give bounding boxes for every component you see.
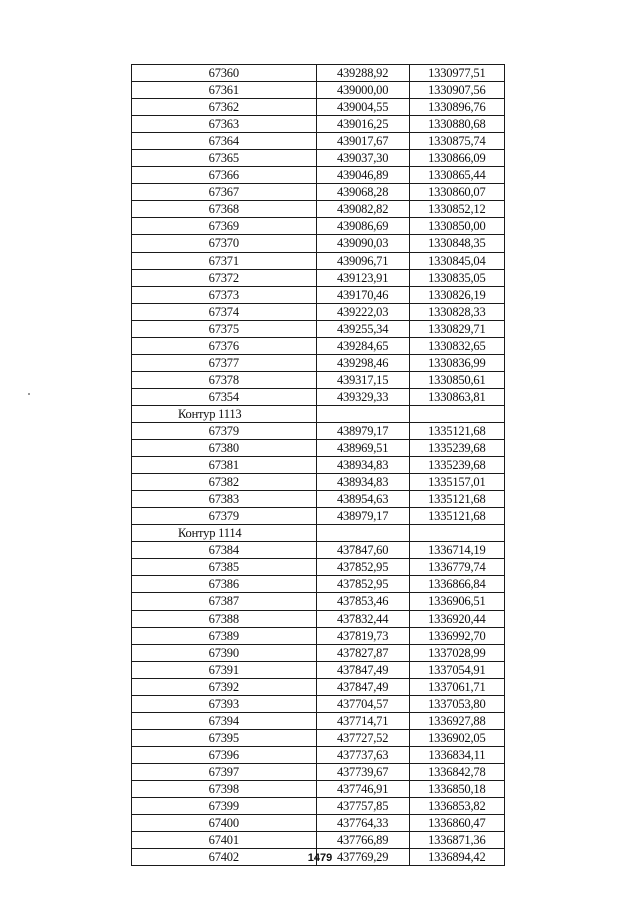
- table-row: [132, 644, 505, 661]
- x-coordinate-cell: 437847,49: [316, 661, 409, 678]
- x-coordinate-cell: 439255,34: [316, 320, 409, 337]
- table-row: [132, 576, 505, 593]
- point-id-cell: 67366: [132, 167, 317, 184]
- table-row: [132, 661, 505, 678]
- y-coordinate-cell: 1330852,12: [409, 201, 504, 218]
- table-row: [132, 627, 505, 644]
- table-row: [132, 337, 505, 354]
- table-row: [132, 678, 505, 695]
- table-row: [132, 133, 505, 150]
- y-coordinate-cell: 1336906,51: [409, 593, 504, 610]
- x-coordinate-cell: 439317,15: [316, 371, 409, 388]
- x-coordinate-cell: 439096,71: [316, 252, 409, 269]
- x-coordinate-cell: 437757,85: [316, 798, 409, 815]
- y-coordinate-cell: 1336779,74: [409, 559, 504, 576]
- contour-label-cell: Контур 1114: [132, 525, 317, 542]
- x-coordinate-cell: 439123,91: [316, 269, 409, 286]
- y-coordinate-cell: 1330875,74: [409, 133, 504, 150]
- table-row: [132, 150, 505, 167]
- contour-header-row: [132, 405, 505, 422]
- point-id-cell: 67394: [132, 712, 317, 729]
- y-coordinate-cell: 1330880,68: [409, 116, 504, 133]
- point-id-cell: 67379: [132, 422, 317, 439]
- page-number: 1479: [307, 852, 333, 864]
- x-coordinate-cell: 437852,95: [316, 559, 409, 576]
- x-coordinate-cell: 439086,69: [316, 218, 409, 235]
- point-id-cell: 67362: [132, 99, 317, 116]
- table-row: [132, 269, 505, 286]
- coordinates-table: [131, 64, 505, 866]
- x-coordinate-cell: 437746,91: [316, 780, 409, 797]
- x-coordinate-cell: 437704,57: [316, 695, 409, 712]
- point-id-cell: 67402: [132, 849, 317, 866]
- coordinates-table-body: [132, 65, 505, 866]
- y-coordinate-cell: 1330829,71: [409, 320, 504, 337]
- y-coordinate-cell: 1335239,68: [409, 457, 504, 474]
- point-id-cell: 67369: [132, 218, 317, 235]
- point-id-cell: 67374: [132, 303, 317, 320]
- x-coordinate-cell: 439329,33: [316, 388, 409, 405]
- x-coordinate-cell: 437727,52: [316, 729, 409, 746]
- point-id-cell: 67354: [132, 388, 317, 405]
- y-coordinate-cell: 1330848,35: [409, 235, 504, 252]
- x-coordinate-cell: 438934,83: [316, 474, 409, 491]
- x-coordinate-cell: 439090,03: [316, 235, 409, 252]
- y-coordinate-cell: 1336853,82: [409, 798, 504, 815]
- point-id-cell: 67371: [132, 252, 317, 269]
- y-coordinate-cell: 1330977,51: [409, 65, 504, 82]
- y-coordinate-cell: 1330826,19: [409, 286, 504, 303]
- table-row: [132, 729, 505, 746]
- point-id-cell: 67373: [132, 286, 317, 303]
- y-coordinate-cell: 1336902,05: [409, 729, 504, 746]
- y-coordinate-cell: 1336714,19: [409, 542, 504, 559]
- x-coordinate-cell: 437832,44: [316, 610, 409, 627]
- x-coordinate-cell: 437819,73: [316, 627, 409, 644]
- point-id-cell: 67376: [132, 337, 317, 354]
- x-coordinate-cell: 439000,00: [316, 82, 409, 99]
- x-coordinate-cell: 437847,60: [316, 542, 409, 559]
- x-coordinate-cell: 437714,71: [316, 712, 409, 729]
- point-id-cell: 67375: [132, 320, 317, 337]
- table-row: [132, 508, 505, 525]
- point-id-cell: 67384: [132, 542, 317, 559]
- point-id-cell: 67393: [132, 695, 317, 712]
- y-coordinate-cell: 1336866,84: [409, 576, 504, 593]
- x-coordinate-cell: 437827,87: [316, 644, 409, 661]
- y-coordinate-cell: 1337053,80: [409, 695, 504, 712]
- table-row: [132, 252, 505, 269]
- x-coordinate-cell: 438969,51: [316, 440, 409, 457]
- table-row: [132, 388, 505, 405]
- y-coordinate-cell: 1330850,00: [409, 218, 504, 235]
- y-coordinate-cell: 1330907,56: [409, 82, 504, 99]
- point-id-cell: 67387: [132, 593, 317, 610]
- y-coordinate-cell: 1335239,68: [409, 440, 504, 457]
- table-row: [132, 440, 505, 457]
- y-coordinate-cell: 1336860,47: [409, 815, 504, 832]
- point-id-cell: 67389: [132, 627, 317, 644]
- x-coordinate-cell: 438979,17: [316, 508, 409, 525]
- point-id-cell: 67391: [132, 661, 317, 678]
- point-id-cell: 67397: [132, 763, 317, 780]
- y-coordinate-cell: 1336992,70: [409, 627, 504, 644]
- x-coordinate-cell: 439004,55: [316, 99, 409, 116]
- table-row: [132, 780, 505, 797]
- y-coordinate-cell: 1336927,88: [409, 712, 504, 729]
- x-coordinate-cell: 437847,49: [316, 678, 409, 695]
- y-coordinate-cell: 1336842,78: [409, 763, 504, 780]
- y-coordinate-cell: 1335121,68: [409, 508, 504, 525]
- table-row: [132, 695, 505, 712]
- y-coordinate-cell: 1336871,36: [409, 832, 504, 849]
- table-row: [132, 763, 505, 780]
- y-coordinate-cell: 1330845,04: [409, 252, 504, 269]
- x-coordinate-cell: [316, 525, 409, 542]
- y-coordinate-cell: 1335121,68: [409, 422, 504, 439]
- x-coordinate-cell: 437764,33: [316, 815, 409, 832]
- y-coordinate-cell: 1336850,18: [409, 780, 504, 797]
- y-coordinate-cell: 1330836,99: [409, 354, 504, 371]
- table-row: [132, 201, 505, 218]
- table-row: [132, 167, 505, 184]
- table-row: [132, 457, 505, 474]
- table-row: [132, 559, 505, 576]
- y-coordinate-cell: 1330865,44: [409, 167, 504, 184]
- y-coordinate-cell: 1330828,33: [409, 303, 504, 320]
- point-id-cell: 67370: [132, 235, 317, 252]
- table-row: [132, 491, 505, 508]
- x-coordinate-cell: 438934,83: [316, 457, 409, 474]
- table-row: [132, 184, 505, 201]
- point-id-cell: 67364: [132, 133, 317, 150]
- y-coordinate-cell: [409, 405, 504, 422]
- x-coordinate-cell: 439082,82: [316, 201, 409, 218]
- point-id-cell: 67377: [132, 354, 317, 371]
- table-row: [132, 354, 505, 371]
- table-row: [132, 746, 505, 763]
- y-coordinate-cell: 1330863,81: [409, 388, 504, 405]
- point-id-cell: 67392: [132, 678, 317, 695]
- table-row: [132, 286, 505, 303]
- y-coordinate-cell: 1330832,65: [409, 337, 504, 354]
- y-coordinate-cell: 1337028,99: [409, 644, 504, 661]
- point-id-cell: 67386: [132, 576, 317, 593]
- x-coordinate-cell: 439288,92: [316, 65, 409, 82]
- y-coordinate-cell: 1337054,91: [409, 661, 504, 678]
- point-id-cell: 67367: [132, 184, 317, 201]
- point-id-cell: 67396: [132, 746, 317, 763]
- y-coordinate-cell: 1330850,61: [409, 371, 504, 388]
- point-id-cell: 67378: [132, 371, 317, 388]
- point-id-cell: 67383: [132, 491, 317, 508]
- table-row: [132, 116, 505, 133]
- table-row: [132, 218, 505, 235]
- y-coordinate-cell: 1336920,44: [409, 610, 504, 627]
- y-coordinate-cell: 1337061,71: [409, 678, 504, 695]
- table-row: [132, 832, 505, 849]
- x-coordinate-cell: 439017,67: [316, 133, 409, 150]
- table-row: [132, 320, 505, 337]
- x-coordinate-cell: 439222,03: [316, 303, 409, 320]
- point-id-cell: 67401: [132, 832, 317, 849]
- table-row: [132, 815, 505, 832]
- table-row: [132, 798, 505, 815]
- y-coordinate-cell: 1336834,11: [409, 746, 504, 763]
- y-coordinate-cell: 1330860,07: [409, 184, 504, 201]
- x-coordinate-cell: 437852,95: [316, 576, 409, 593]
- table-row: [132, 593, 505, 610]
- y-coordinate-cell: 1336894,42: [409, 849, 504, 866]
- y-coordinate-cell: 1335157,01: [409, 474, 504, 491]
- table-row: [132, 610, 505, 627]
- x-coordinate-cell: 438954,63: [316, 491, 409, 508]
- point-id-cell: 67399: [132, 798, 317, 815]
- point-id-cell: 67365: [132, 150, 317, 167]
- x-coordinate-cell: 437766,89: [316, 832, 409, 849]
- y-coordinate-cell: 1335121,68: [409, 491, 504, 508]
- x-coordinate-cell: 438979,17: [316, 422, 409, 439]
- table-row: [132, 712, 505, 729]
- x-coordinate-cell: 439170,46: [316, 286, 409, 303]
- table-row: [132, 422, 505, 439]
- x-coordinate-cell: 439016,25: [316, 116, 409, 133]
- x-coordinate-cell: 439298,46: [316, 354, 409, 371]
- contour-label-cell: Контур 1113: [132, 405, 317, 422]
- x-coordinate-cell: [316, 405, 409, 422]
- y-coordinate-cell: 1330835,05: [409, 269, 504, 286]
- point-id-cell: 67385: [132, 559, 317, 576]
- table-row: [132, 99, 505, 116]
- y-coordinate-cell: 1330866,09: [409, 150, 504, 167]
- table-row: [132, 235, 505, 252]
- y-coordinate-cell: 1330896,76: [409, 99, 504, 116]
- x-coordinate-cell: 437739,67: [316, 763, 409, 780]
- scan-speck: [28, 393, 30, 395]
- table-row: [132, 65, 505, 82]
- x-coordinate-cell: 439068,28: [316, 184, 409, 201]
- point-id-cell: 67398: [132, 780, 317, 797]
- point-id-cell: 67380: [132, 440, 317, 457]
- point-id-cell: 67360: [132, 65, 317, 82]
- point-id-cell: 67400: [132, 815, 317, 832]
- point-id-cell: 67372: [132, 269, 317, 286]
- contour-header-row: [132, 525, 505, 542]
- table-row: [132, 474, 505, 491]
- point-id-cell: 67379: [132, 508, 317, 525]
- table-row: [132, 371, 505, 388]
- point-id-cell: 67363: [132, 116, 317, 133]
- x-coordinate-cell: 437769,29: [316, 849, 409, 866]
- y-coordinate-cell: [409, 525, 504, 542]
- point-id-cell: 67390: [132, 644, 317, 661]
- point-id-cell: 67388: [132, 610, 317, 627]
- point-id-cell: 67381: [132, 457, 317, 474]
- table-row: [132, 303, 505, 320]
- point-id-cell: 67361: [132, 82, 317, 99]
- x-coordinate-cell: 437853,46: [316, 593, 409, 610]
- x-coordinate-cell: 439046,89: [316, 167, 409, 184]
- x-coordinate-cell: 439037,30: [316, 150, 409, 167]
- table-row: [132, 542, 505, 559]
- x-coordinate-cell: 439284,65: [316, 337, 409, 354]
- point-id-cell: 67382: [132, 474, 317, 491]
- point-id-cell: 67395: [132, 729, 317, 746]
- table-row: [132, 82, 505, 99]
- point-id-cell: 67368: [132, 201, 317, 218]
- x-coordinate-cell: 437737,63: [316, 746, 409, 763]
